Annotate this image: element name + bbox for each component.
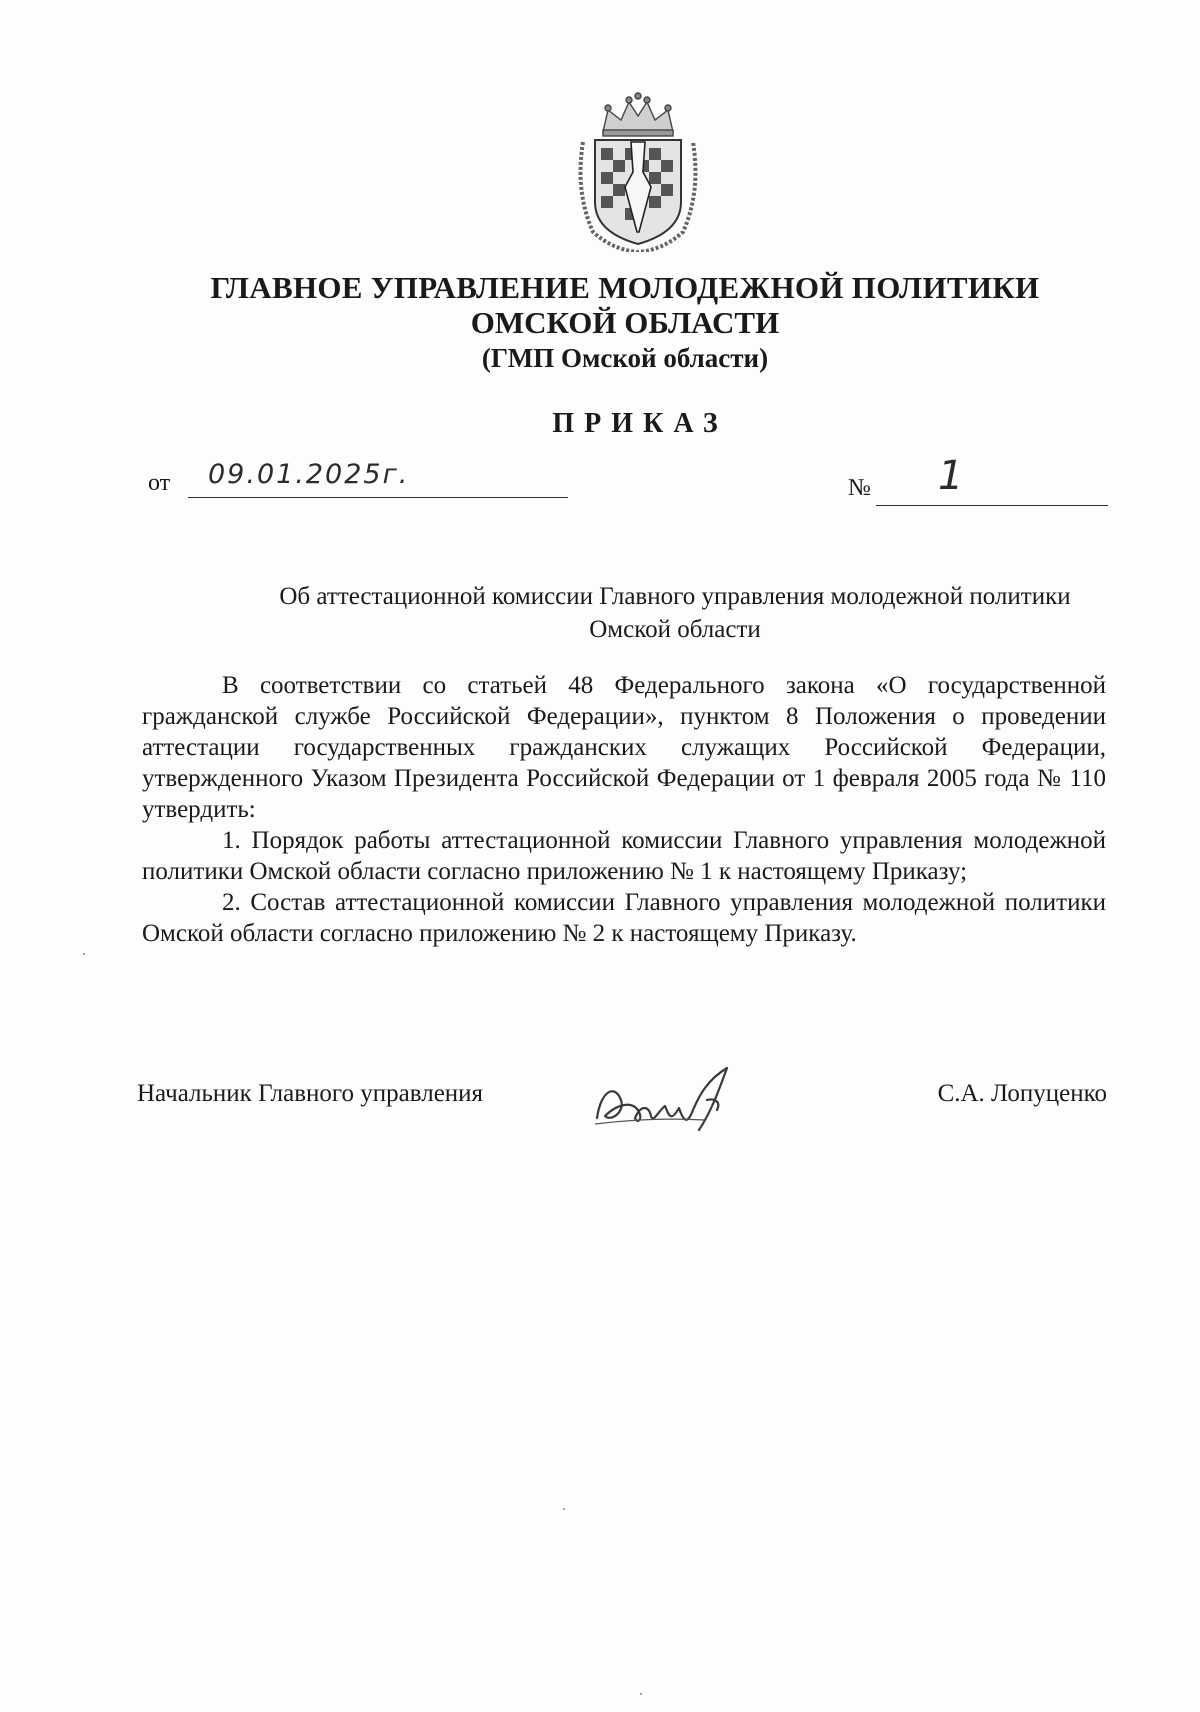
document-type-heading: ПРИКАЗ — [552, 408, 728, 439]
organization-name-line1: ГЛАВНОЕ УПРАВЛЕНИЕ МОЛОДЕЖНОЙ ПОЛИТИКИ — [210, 270, 1040, 305]
scan-speck — [563, 1508, 565, 1510]
date-number-row — [148, 453, 1108, 515]
scan-speck — [83, 953, 85, 955]
organization-name-line2: ОМСКОЙ ОБЛАСТИ — [470, 305, 780, 340]
coat-of-arms-icon — [573, 92, 703, 252]
date-handwritten-value: 09.01.2025г. — [208, 459, 410, 490]
organization-abbreviation: (ГМП Омской области) — [481, 343, 769, 373]
body-item-2: 2. Состав аттестационной комиссии Главного управления молодежной политики Омской области согласно приложению № 2 к настоящему Приказу. — [142, 889, 1106, 947]
body-item-1: 1. Порядок работы аттестационной комиссии Главного управления молодежной политики Омской области согласно приложению № 1 к настоящему Приказу; — [142, 827, 1106, 885]
body-intro-paragraph: В соответствии со статьей 48 Федерального закона «О государственной гражданской службе Российской Федерации», пунктом 8 Положения о проведении аттестации государственных гражданских служащих Российской Федерации, утвержденного Указом Президента Российской Федерации от 1 февраля 2005 года № 110 утвердить: — [142, 672, 1106, 823]
date-underline — [188, 497, 568, 498]
signature-row — [137, 1060, 1107, 1140]
scan-speck — [640, 1693, 642, 1695]
number-prefix: № — [848, 475, 871, 501]
number-handwritten-value: 1 — [938, 453, 964, 499]
handwritten-signature-icon — [587, 1060, 767, 1140]
document-subject: Об аттестационной комиссии Главного управления молодежной политики Омской области — [279, 583, 1071, 643]
document-body — [142, 670, 1106, 949]
signer-name: С.А. Лопуценко — [937, 1080, 1107, 1107]
date-prefix: от — [148, 470, 171, 496]
signer-position: Начальник Главного управления — [137, 1080, 484, 1107]
number-underline — [876, 505, 1108, 506]
